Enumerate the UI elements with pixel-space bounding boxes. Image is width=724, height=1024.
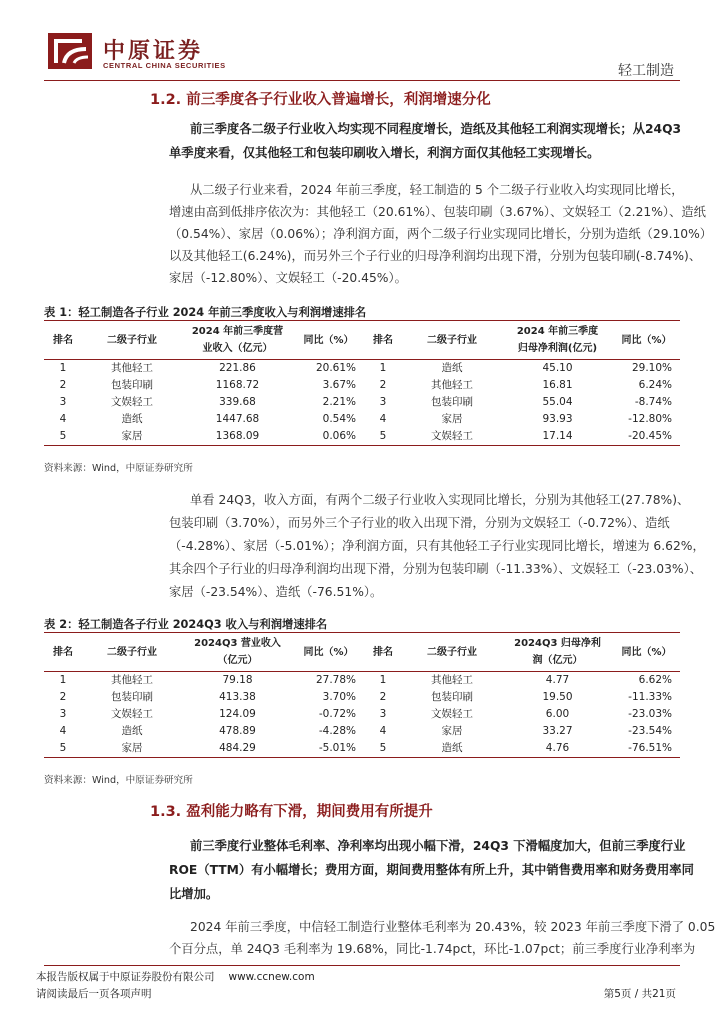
cell-yoy: -23.03% xyxy=(628,708,672,720)
cell-revenue: 413.38 xyxy=(219,691,256,703)
table-header-row xyxy=(44,321,680,360)
header-subsector: 二级子行业 xyxy=(427,646,477,658)
header-divider xyxy=(44,80,680,81)
cell-rank: 1 xyxy=(59,362,67,374)
logo-text-cn: 中原证券 xyxy=(103,38,204,64)
cell-rank: 3 xyxy=(59,396,67,408)
table-header-row xyxy=(44,633,680,672)
cell-subsector: 家居 xyxy=(121,742,143,754)
header-subsector: 二级子行业 xyxy=(107,646,157,658)
header-net-profit: 2024 年前三季度 归母净利润(亿元) xyxy=(516,326,599,354)
summary-line: ROE（TTM）有小幅增长；费用方面，期间费用整体有所上升，其中销售费用率和财务费用率同 xyxy=(169,863,694,877)
cell-revenue: 79.18 xyxy=(222,674,253,686)
cell-subsector: 其他轻工 xyxy=(431,674,473,686)
cell-rank: 4 xyxy=(59,725,67,737)
header-subsector: 二级子行业 xyxy=(107,334,157,346)
body-line: 个百分点，单 24Q3 毛利率为 19.68%，同比-1.74pct，环比-1.07pct；前三季度行业净利率为 xyxy=(169,942,696,956)
cell-net-profit: 45.10 xyxy=(542,362,573,374)
cell-subsector: 造纸 xyxy=(441,742,463,754)
cell-revenue: 1368.09 xyxy=(215,430,260,442)
body-line: 增速由高到低排序依次为：其他轻工（20.61%）、包装印刷（3.67%）、文娱轻工（2.21%）、造纸 xyxy=(169,205,706,219)
cell-revenue: 221.86 xyxy=(219,362,256,374)
cell-subsector: 包装印刷 xyxy=(111,379,153,391)
cell-rank: 5 xyxy=(379,742,387,754)
cell-yoy: 29.10% xyxy=(631,362,672,374)
body-line: （0.54%）、家居（0.06%）；净利润方面，两个二级子行业实现同比增长，分别为造纸（29.10%） xyxy=(169,227,713,241)
logo-text-en: CENTRAL CHINA SECURITIES xyxy=(103,61,226,70)
cell-subsector: 造纸 xyxy=(441,362,463,374)
cell-yoy: 20.61% xyxy=(315,362,356,374)
table-source: 资料来源：Wind，中原证券研究所 xyxy=(44,463,193,474)
section-title: 1.3. 盈利能力略有下滑，期间费用有所提升 xyxy=(150,804,433,820)
table-row xyxy=(44,706,680,723)
cell-net-profit: 4.77 xyxy=(545,674,570,686)
header-subsector: 二级子行业 xyxy=(427,334,477,346)
table-row xyxy=(44,360,680,378)
cell-net-profit: 93.93 xyxy=(542,413,573,425)
table-row xyxy=(44,672,680,690)
section-title: 1.2. 前三季度各子行业收入普遍增长，利润增速分化 xyxy=(150,92,491,108)
revenue-profit-table-1 xyxy=(44,320,680,446)
revenue-profit-table-2 xyxy=(44,632,680,758)
cell-net-profit: 4.76 xyxy=(545,742,570,754)
footer-divider xyxy=(44,965,680,966)
cell-subsector: 造纸 xyxy=(121,413,143,425)
cell-yoy: 3.70% xyxy=(322,691,356,703)
cell-net-profit: 16.81 xyxy=(542,379,573,391)
header-yoy: 同比（%） xyxy=(303,334,354,346)
cell-subsector: 文娱轻工 xyxy=(111,396,153,408)
cell-rank: 2 xyxy=(379,379,387,391)
cell-yoy: -4.28% xyxy=(318,725,356,737)
cell-net-profit: 19.50 xyxy=(542,691,573,703)
body-line: （-4.28%）、家居（-5.01%）；净利润方面，只有其他轻工子行业实现同比增长，增速为 6.62%， xyxy=(169,539,705,553)
copyright-text: 本报告版权属于中原证券股份有限公司 xyxy=(36,971,215,983)
table-row xyxy=(44,723,680,740)
table-caption: 表 1：轻工制造各子行业 2024 年前三季度收入与利润增速排名 xyxy=(44,306,367,319)
cell-rank: 1 xyxy=(59,674,67,686)
cell-revenue: 484.29 xyxy=(219,742,256,754)
cell-rank: 3 xyxy=(379,708,387,720)
cell-rank: 5 xyxy=(379,430,387,442)
cell-rank: 4 xyxy=(379,413,387,425)
cell-revenue: 339.68 xyxy=(219,396,256,408)
page-number: 第5页 / 共21页 xyxy=(603,988,676,1000)
cell-net-profit: 55.04 xyxy=(542,396,573,408)
table-source: 资料来源：Wind，中原证券研究所 xyxy=(44,775,193,786)
cell-rank: 1 xyxy=(379,362,387,374)
table-row xyxy=(44,394,680,411)
cell-rank: 4 xyxy=(379,725,387,737)
body-line: 包装印刷（3.70%），而另外三个子行业的收入出现下滑，分别为文娱轻工（-0.72%）、造纸 xyxy=(169,516,670,530)
cell-yoy: 2.21% xyxy=(322,396,356,408)
cell-subsector: 其他轻工 xyxy=(111,674,153,686)
cell-yoy: -20.45% xyxy=(628,430,672,442)
industry-label: 轻工制造 xyxy=(618,63,674,79)
header-revenue: 2024 年前三季度营 业收入（亿元） xyxy=(191,326,284,354)
cell-revenue: 478.89 xyxy=(219,725,256,737)
cell-yoy: -8.74% xyxy=(634,396,672,408)
cell-yoy: -5.01% xyxy=(318,742,356,754)
header-rank: 排名 xyxy=(53,646,73,658)
header-rank: 排名 xyxy=(373,646,393,658)
header-net-profit: 2024Q3 归母净利 润（亿元） xyxy=(514,638,601,666)
cell-net-profit: 33.27 xyxy=(542,725,573,737)
cell-subsector: 家居 xyxy=(441,725,463,737)
body-line: 从二级子行业来看，2024 年前三季度，轻工制造的 5 个二级子行业收入均实现同比增长， xyxy=(190,183,684,197)
header-yoy: 同比（%） xyxy=(303,646,354,658)
cell-subsector: 包装印刷 xyxy=(431,691,473,703)
table-caption: 表 2：轻工制造各子行业 2024Q3 收入与利润增速排名 xyxy=(44,618,328,631)
cell-rank: 2 xyxy=(59,379,67,391)
summary-line: 单季度来看，仅其他轻工和包装印刷收入增长，利润方面仅其他轻工实现增长。 xyxy=(169,146,600,160)
cell-subsector: 造纸 xyxy=(121,725,143,737)
cell-yoy: 0.54% xyxy=(322,413,356,425)
cell-rank: 3 xyxy=(379,396,387,408)
cell-yoy: -23.54% xyxy=(628,725,672,737)
logo-icon xyxy=(48,33,92,69)
cell-yoy: 27.78% xyxy=(315,674,356,686)
cell-subsector: 文娱轻工 xyxy=(431,430,473,442)
cell-subsector: 其他轻工 xyxy=(431,379,473,391)
header-yoy: 同比（%） xyxy=(621,646,672,658)
cell-rank: 4 xyxy=(59,413,67,425)
cell-rank: 3 xyxy=(59,708,67,720)
header-rank: 排名 xyxy=(373,334,393,346)
table-row xyxy=(44,377,680,394)
table-row xyxy=(44,740,680,758)
table-row xyxy=(44,411,680,428)
header-rank: 排名 xyxy=(53,334,73,346)
cell-subsector: 家居 xyxy=(441,413,463,425)
summary-line: 前三季度各二级子行业收入均实现不同程度增长，造纸及其他轻工利润实现增长；从24Q3 xyxy=(190,122,682,136)
website-link[interactable]: www.ccnew.com xyxy=(228,971,315,983)
cell-yoy: -11.33% xyxy=(628,691,672,703)
cell-subsector: 包装印刷 xyxy=(431,396,473,408)
footer-disclaimer: 请阅读最后一页各项声明 xyxy=(36,988,152,1000)
cell-yoy: -0.72% xyxy=(318,708,356,720)
header-revenue: 2024Q3 营业收入 （亿元） xyxy=(194,638,281,666)
table-row xyxy=(44,428,680,446)
header-yoy: 同比（%） xyxy=(621,334,672,346)
body-line: 以及其他轻工(6.24%)，而另外三个子行业的归母净利润均出现下滑，分别为包装印刷(-8.74%)、 xyxy=(169,249,702,263)
cell-rank: 1 xyxy=(379,674,387,686)
cell-rank: 2 xyxy=(59,691,67,703)
table-row xyxy=(44,689,680,706)
cell-subsector: 其他轻工 xyxy=(111,362,153,374)
cell-net-profit: 17.14 xyxy=(542,430,573,442)
cell-net-profit: 6.00 xyxy=(545,708,570,720)
cell-yoy: -76.51% xyxy=(628,742,672,754)
summary-line: 比增加。 xyxy=(169,887,219,901)
cell-subsector: 文娱轻工 xyxy=(431,708,473,720)
footer-copyright xyxy=(36,969,315,984)
body-line: 家居（-23.54%）、造纸（-76.51%）。 xyxy=(169,585,383,599)
cell-revenue: 1168.72 xyxy=(215,379,260,391)
summary-line: 前三季度行业整体毛利率、净利率均出现小幅下滑，24Q3 下滑幅度加大，但前三季度行业 xyxy=(190,839,686,853)
body-line: 其余四个子行业的归母净利润均出现下滑，分别为包装印刷（-11.33%）、文娱轻工（-23.03%）、 xyxy=(169,562,703,576)
body-line: 家居（-12.80%）、文娱轻工（-20.45%）。 xyxy=(169,271,407,285)
cell-yoy: 3.67% xyxy=(322,379,356,391)
cell-yoy: -12.80% xyxy=(628,413,672,425)
cell-yoy: 6.24% xyxy=(638,379,672,391)
cell-subsector: 文娱轻工 xyxy=(111,708,153,720)
cell-rank: 5 xyxy=(59,430,67,442)
body-line: 2024 年前三季度，中信轻工制造行业整体毛利率为 20.43%，较 2023 年前三季度下滑了 0.05 xyxy=(190,920,716,934)
cell-revenue: 1447.68 xyxy=(215,413,260,425)
cell-revenue: 124.09 xyxy=(219,708,256,720)
cell-rank: 2 xyxy=(379,691,387,703)
cell-subsector: 包装印刷 xyxy=(111,691,153,703)
cell-rank: 5 xyxy=(59,742,67,754)
cell-yoy: 0.06% xyxy=(322,430,356,442)
body-line: 单看 24Q3，收入方面，有两个二级子行业收入实现同比增长，分别为其他轻工(27.78%)、 xyxy=(190,493,690,507)
cell-subsector: 家居 xyxy=(121,430,143,442)
cell-yoy: 6.62% xyxy=(638,674,672,686)
